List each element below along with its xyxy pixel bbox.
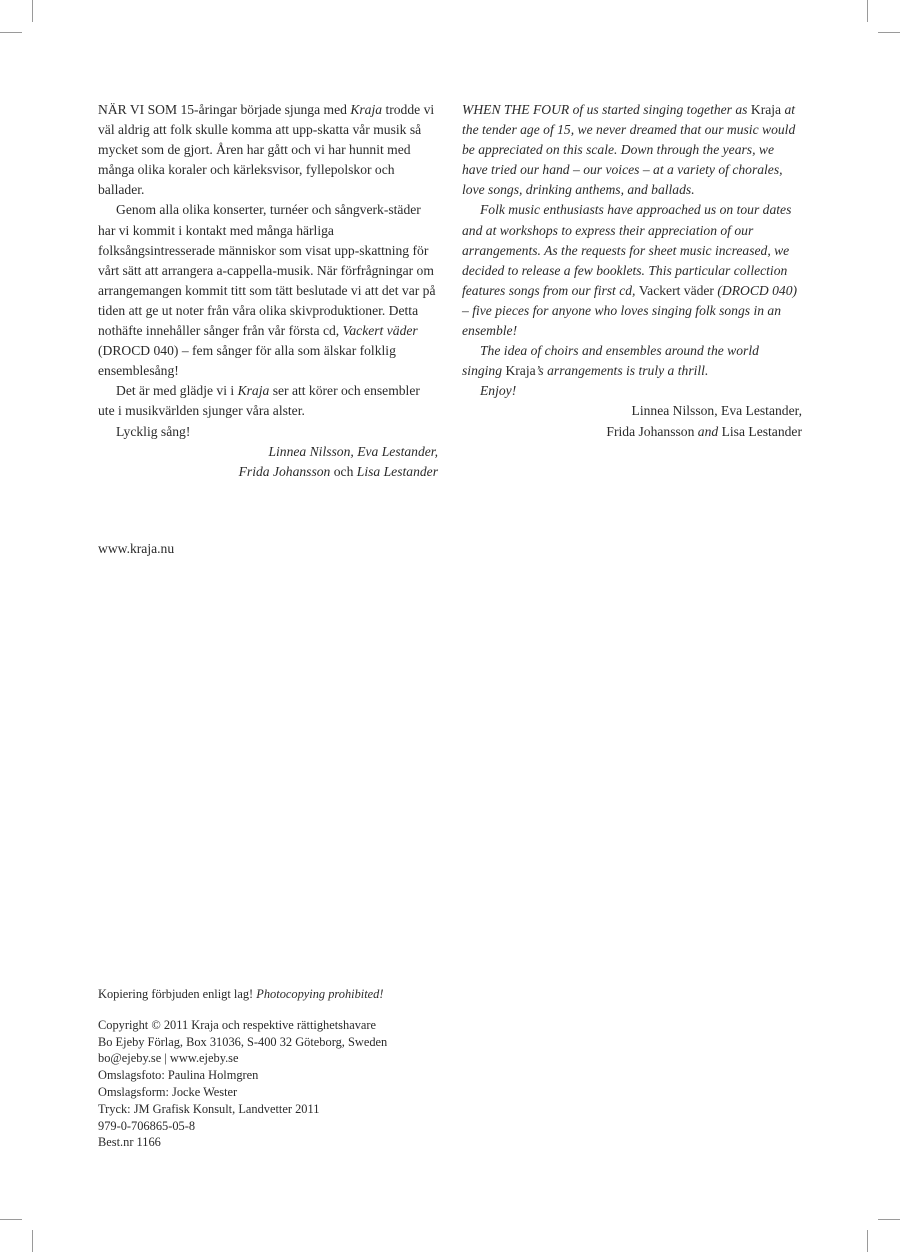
colophon	[98, 986, 387, 1151]
copy-notice: Kopiering förbjuden enligt lag! Photocopying prohibited!	[98, 987, 384, 1001]
band-name: Kraja	[350, 102, 383, 117]
english-column	[462, 100, 802, 442]
crop-mark	[878, 32, 900, 33]
en-paragraph-3: The idea of choirs and ensembles around the world singing Kraja’s arrangements is truly a thrill.	[462, 343, 759, 379]
copyright-line: Copyright © 2011 Kraja och respektive rättighetshavare	[98, 1017, 377, 1032]
printer-credit: Tryck: JM Grafisk Konsult, Landvetter 2011	[98, 1101, 320, 1116]
crop-mark	[867, 0, 868, 22]
en-paragraph-2: Folk music enthusiasts have approached us on tour dates and at workshops to express their appreciation of our arrangements. As the requests for sheet music increased, we decided to release a few booklets. This particular collection features songs from our first cd, Vackert väder (DROCD 040) – five pieces for anyone who loves singing folk songs in an ensemble!	[462, 202, 798, 339]
album-title: Vackert väder	[638, 282, 714, 298]
sv-paragraph-1: NÄR VI SOM 15-åringar började sjunga med Kraja trodde vi väl aldrig att folk skulle komma att upp-skatta vår musik så mycket som de gjort. Åren har gått och vi har hunnit med många olika koraler och kärleksvisor, fyllepolskor och ballader.	[98, 102, 435, 198]
spacer	[98, 1003, 387, 1017]
website-link[interactable]: www.kraja.nu	[98, 541, 175, 556]
ismn-number: 979-0-706865-05-8	[98, 1118, 196, 1133]
sv-greeting: Lycklig sång!	[116, 423, 191, 439]
crop-mark	[867, 1230, 868, 1252]
band-name: Kraja	[750, 102, 782, 117]
crop-mark	[32, 1230, 33, 1252]
swedish-column	[98, 100, 438, 482]
crop-mark	[0, 32, 22, 33]
en-signature-line-1: Linnea Nilsson, Eva Lestander,	[631, 403, 802, 419]
crop-mark	[32, 0, 33, 22]
publisher-contact[interactable]: bo@ejeby.se | www.ejeby.se	[98, 1051, 239, 1066]
sv-signature-line-1: Linnea Nilsson, Eva Lestander,	[268, 443, 438, 459]
order-number: Best.nr 1166	[98, 1135, 161, 1150]
cover-design-credit: Omslagsform: Jocke Wester	[98, 1084, 238, 1099]
sv-signature-line-2: Frida Johansson och Lisa Lestander	[238, 463, 438, 479]
cover-photo-credit: Omslagsfoto: Paulina Holmgren	[98, 1068, 259, 1083]
publisher-address: Bo Ejeby Förlag, Box 31036, S-400 32 Göteborg, Sweden	[98, 1034, 388, 1049]
band-name: Kraja	[237, 383, 270, 399]
sv-paragraph-2: Genom alla olika konserter, turnéer och sångverk-städer har vi kommit i kontakt med många härliga folksångsintresserade människor som visat upp-skattning för vårt sätt att arrangera a-cappella-musik. När förfrågningar om arrangemangen kommit titt som tätt beslutade vi att det var på tiden att ge ut noter från våra olika skivproduktioner. Detta nothäfte innehåller sånger från vår första cd, Vackert väder (DROCD 040) – fem sånger för alla som älskar folklig ensemblesång!	[98, 202, 436, 379]
en-signature-line-2: Frida Johansson and Lisa Lestander	[606, 423, 802, 439]
band-name: Kraja	[505, 363, 536, 379]
album-title: Vackert väder	[342, 323, 418, 339]
crop-mark	[0, 1219, 22, 1220]
en-greeting: Enjoy!	[480, 383, 517, 399]
sv-paragraph-3: Det är med glädje vi i Kraja ser att körer och ensembler ute i musikvärlden sjunger våra alster.	[98, 383, 420, 419]
en-paragraph-1: WHEN THE FOUR of us started singing together as Kraja at the tender age of 15, we never dreamed that our music would be appreciated on this scale. Down through the years, we have tried our hand – our voices – at a variety of chorales, love songs, drinking anthems, and ballads.	[462, 102, 796, 198]
crop-mark	[878, 1219, 900, 1220]
